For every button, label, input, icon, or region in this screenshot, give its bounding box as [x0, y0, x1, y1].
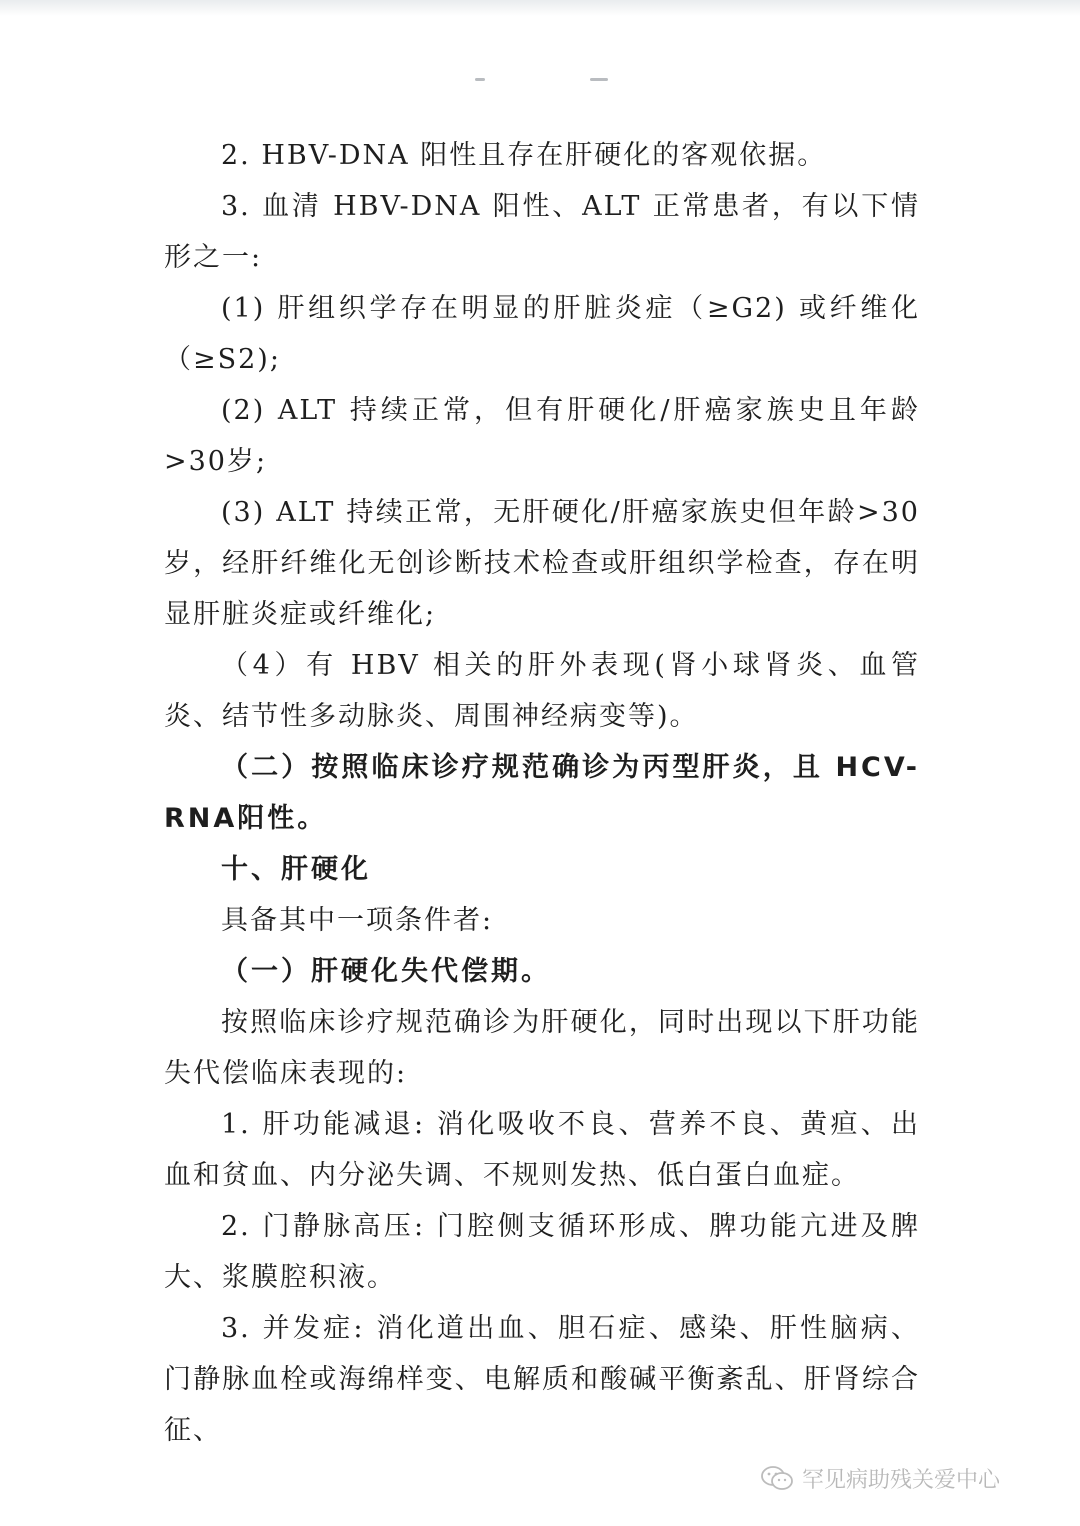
paragraph-hbv-alt-normal: 3. 血清 HBV-DNA 阳性、ALT 正常患者，有以下情形之一: — [164, 191, 920, 273]
section-heading-cirrhosis: 十、肝硬化 — [221, 854, 371, 885]
paragraph-item-2: (2) ALT 持续正常，但有肝硬化/肝癌家族史且年龄>30岁; — [164, 395, 920, 477]
paragraph-item-1: (1) 肝组织学存在明显的肝脏炎症（≥G2) 或纤维化（≥S2); — [164, 293, 920, 375]
paragraph-diagnosis: 按照临床诊疗规范确诊为肝硬化，同时出现以下肝功能失代偿临床表现的: — [164, 1007, 920, 1089]
subheading-decompensated: （一）肝硬化失代偿期。 — [221, 956, 551, 987]
paragraph-conditions-intro: 具备其中一项条件者: — [221, 905, 494, 936]
watermark-label: 罕见病助残关爱中心 — [802, 1467, 1001, 1493]
paragraph-hepatitis-c: （二）按照临床诊疗规范确诊为丙型肝炎，且 HCV-RNA阳性。 — [164, 752, 920, 834]
paragraph-liver-function: 1. 肝功能减退: 消化吸收不良、营养不良、黄疸、出血和贫血、内分泌失调、不规则发热、低白蛋白血症。 — [164, 1109, 920, 1191]
scan-top-edge — [0, 0, 1080, 16]
paragraph-item-3: (3) ALT 持续正常，无肝硬化/肝癌家族史但年龄>30 岁，经肝纤维化无创诊断技术检查或肝组织学检查，存在明显肝脏炎症或纤维化; — [164, 497, 920, 630]
paragraph-portal-hypertension: 2. 门静脉高压: 门腔侧支循环形成、脾功能亢进及脾大、浆膜腔积液。 — [164, 1211, 920, 1293]
watermark — [760, 1458, 1000, 1498]
paragraph-complications: 3. 并发症: 消化道出血、胆石症、感染、肝性脑病、门静脉血栓或海绵样变、电解质和酸碱平衡紊乱、肝肾综合征、 — [164, 1313, 920, 1446]
scan-speck — [475, 78, 485, 81]
scan-speck — [590, 78, 608, 81]
paragraph-hbv-cirrhosis: 2. HBV-DNA 阳性且存在肝硬化的客观依据。 — [221, 140, 827, 171]
document-page — [164, 130, 920, 1456]
wechat-icon — [760, 1465, 794, 1491]
paragraph-item-4: （4）有 HBV 相关的肝外表现(肾小球肾炎、血管炎、结节性多动脉炎、周围神经病变等)。 — [164, 650, 920, 732]
